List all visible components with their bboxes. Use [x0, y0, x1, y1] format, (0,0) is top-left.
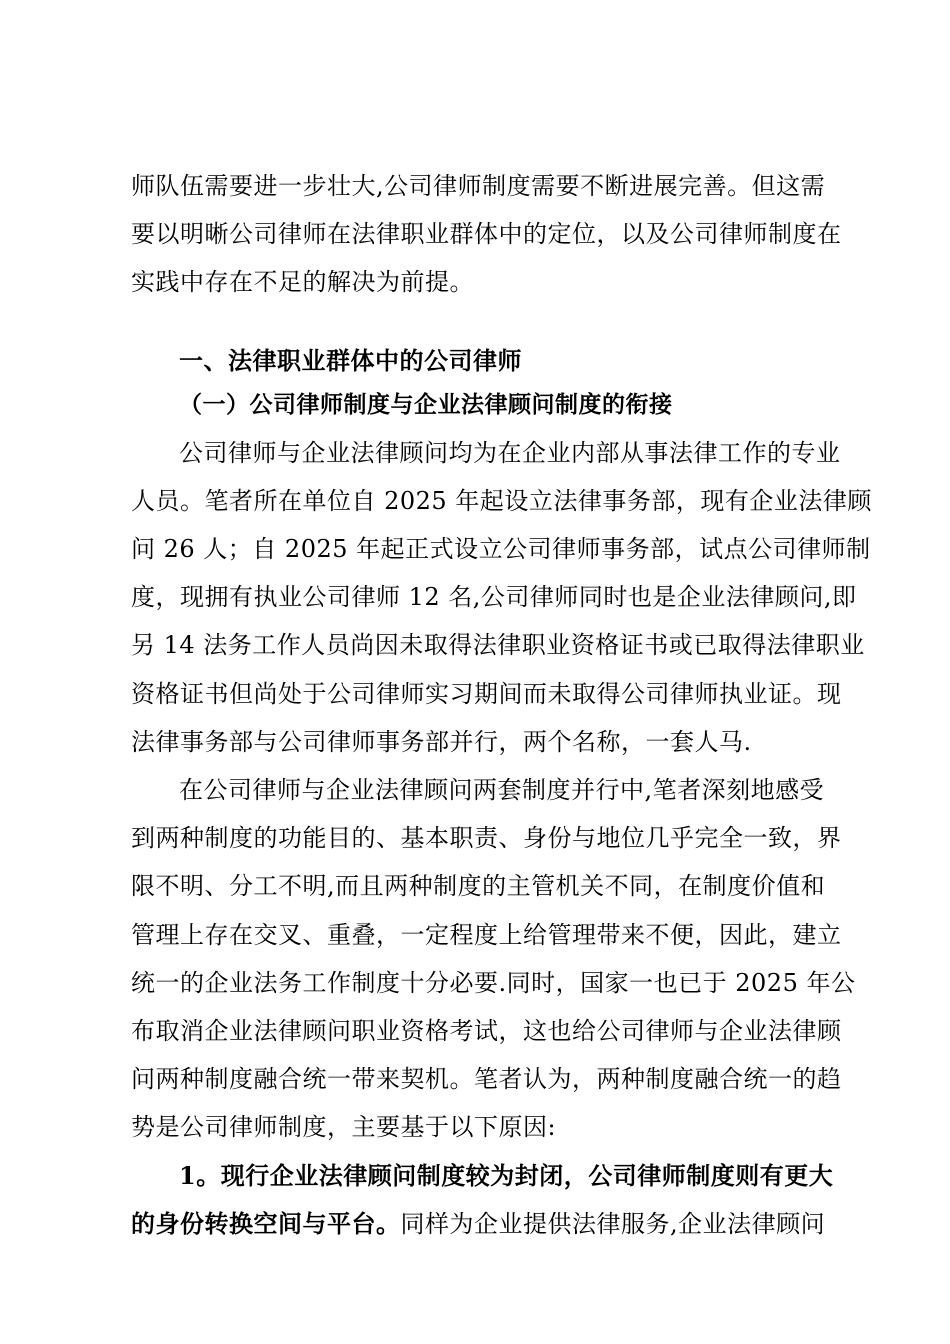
text-line: 人员。笔者所在单位自 2025 年起设立法律事务部，现有企业法律顾	[131, 486, 872, 515]
paragraph-3	[131, 1152, 834, 1248]
text-line	[131, 1200, 831, 1248]
text-line: 资格证书但尚处于公司律师实习期间而未取得公司律师执业证。现	[131, 679, 842, 708]
text-line: 限不明、分工不明,而且两种制度的主管机关不同，在制度价值和	[131, 872, 826, 901]
text-line: 度，现拥有执业公司律师 12 名,公司律师同时也是企业法律顾问,即	[131, 583, 857, 612]
text-line: 法律事务部与公司律师事务部并行，两个名称，一套人马.	[131, 727, 752, 756]
text-line: 问 26 人；自 2025 年起正式设立公司律师事务部，试点公司律师制	[131, 535, 871, 564]
text-line: 统一的企业法务工作制度十分必要.同时，国家一也已于 2025 年公	[131, 968, 856, 997]
text-line: 师队伍需要进一步壮大,公司律师制度需要不断进展完善。但这需	[131, 172, 826, 200]
text-line: 管理上存在交叉、重叠，一定程度上给管理带来不便，因此，建立	[131, 920, 842, 949]
text-line: 问两种制度融合统一带来契机。笔者认为，两种制度融合统一的趋	[131, 1065, 842, 1094]
section-heading: 一、法律职业群体中的公司律师	[179, 346, 522, 375]
document-body	[131, 162, 872, 1248]
intro-paragraph	[131, 162, 842, 307]
text-line: 在公司律师与企业法律顾问两套制度并行中,笔者深刻地感受	[179, 776, 825, 805]
text-line: 势是公司律师制度，主要基于以下原因:	[131, 1113, 557, 1142]
text-line: 布取消企业法律顾问职业资格考试，这也给公司律师与企业法律顾	[131, 1017, 842, 1046]
text-run: 同样为企业提供法律服务,企业法律顾问	[400, 1209, 826, 1238]
bold-text-line: 1。现行企业法律顾问制度较为封闭，公司律师制度则有更大	[179, 1160, 834, 1190]
bold-text-run: 的身份转换空间与平台。	[131, 1208, 401, 1238]
paragraph-1	[131, 429, 872, 766]
subsection-heading: （一）公司律师制度与企业法律顾问制度的衔接	[179, 391, 673, 418]
text-line: 实践中存在不足的解决为前提。	[131, 268, 474, 297]
text-line: 另 14 法务工作人员尚因未取得法律职业资格证书或已取得法律职业	[131, 631, 865, 660]
text-line: 要以明晰公司律师在法律职业群体中的定位，以及公司律师制度在	[131, 220, 842, 249]
text-line: 到两种制度的功能目的、基本职责、身份与地位几乎完全一致，界	[131, 824, 842, 853]
text-line: 公司律师与企业法律顾问均为在企业内部从事法律工作的专业	[179, 438, 841, 467]
paragraph-2	[131, 766, 856, 1152]
